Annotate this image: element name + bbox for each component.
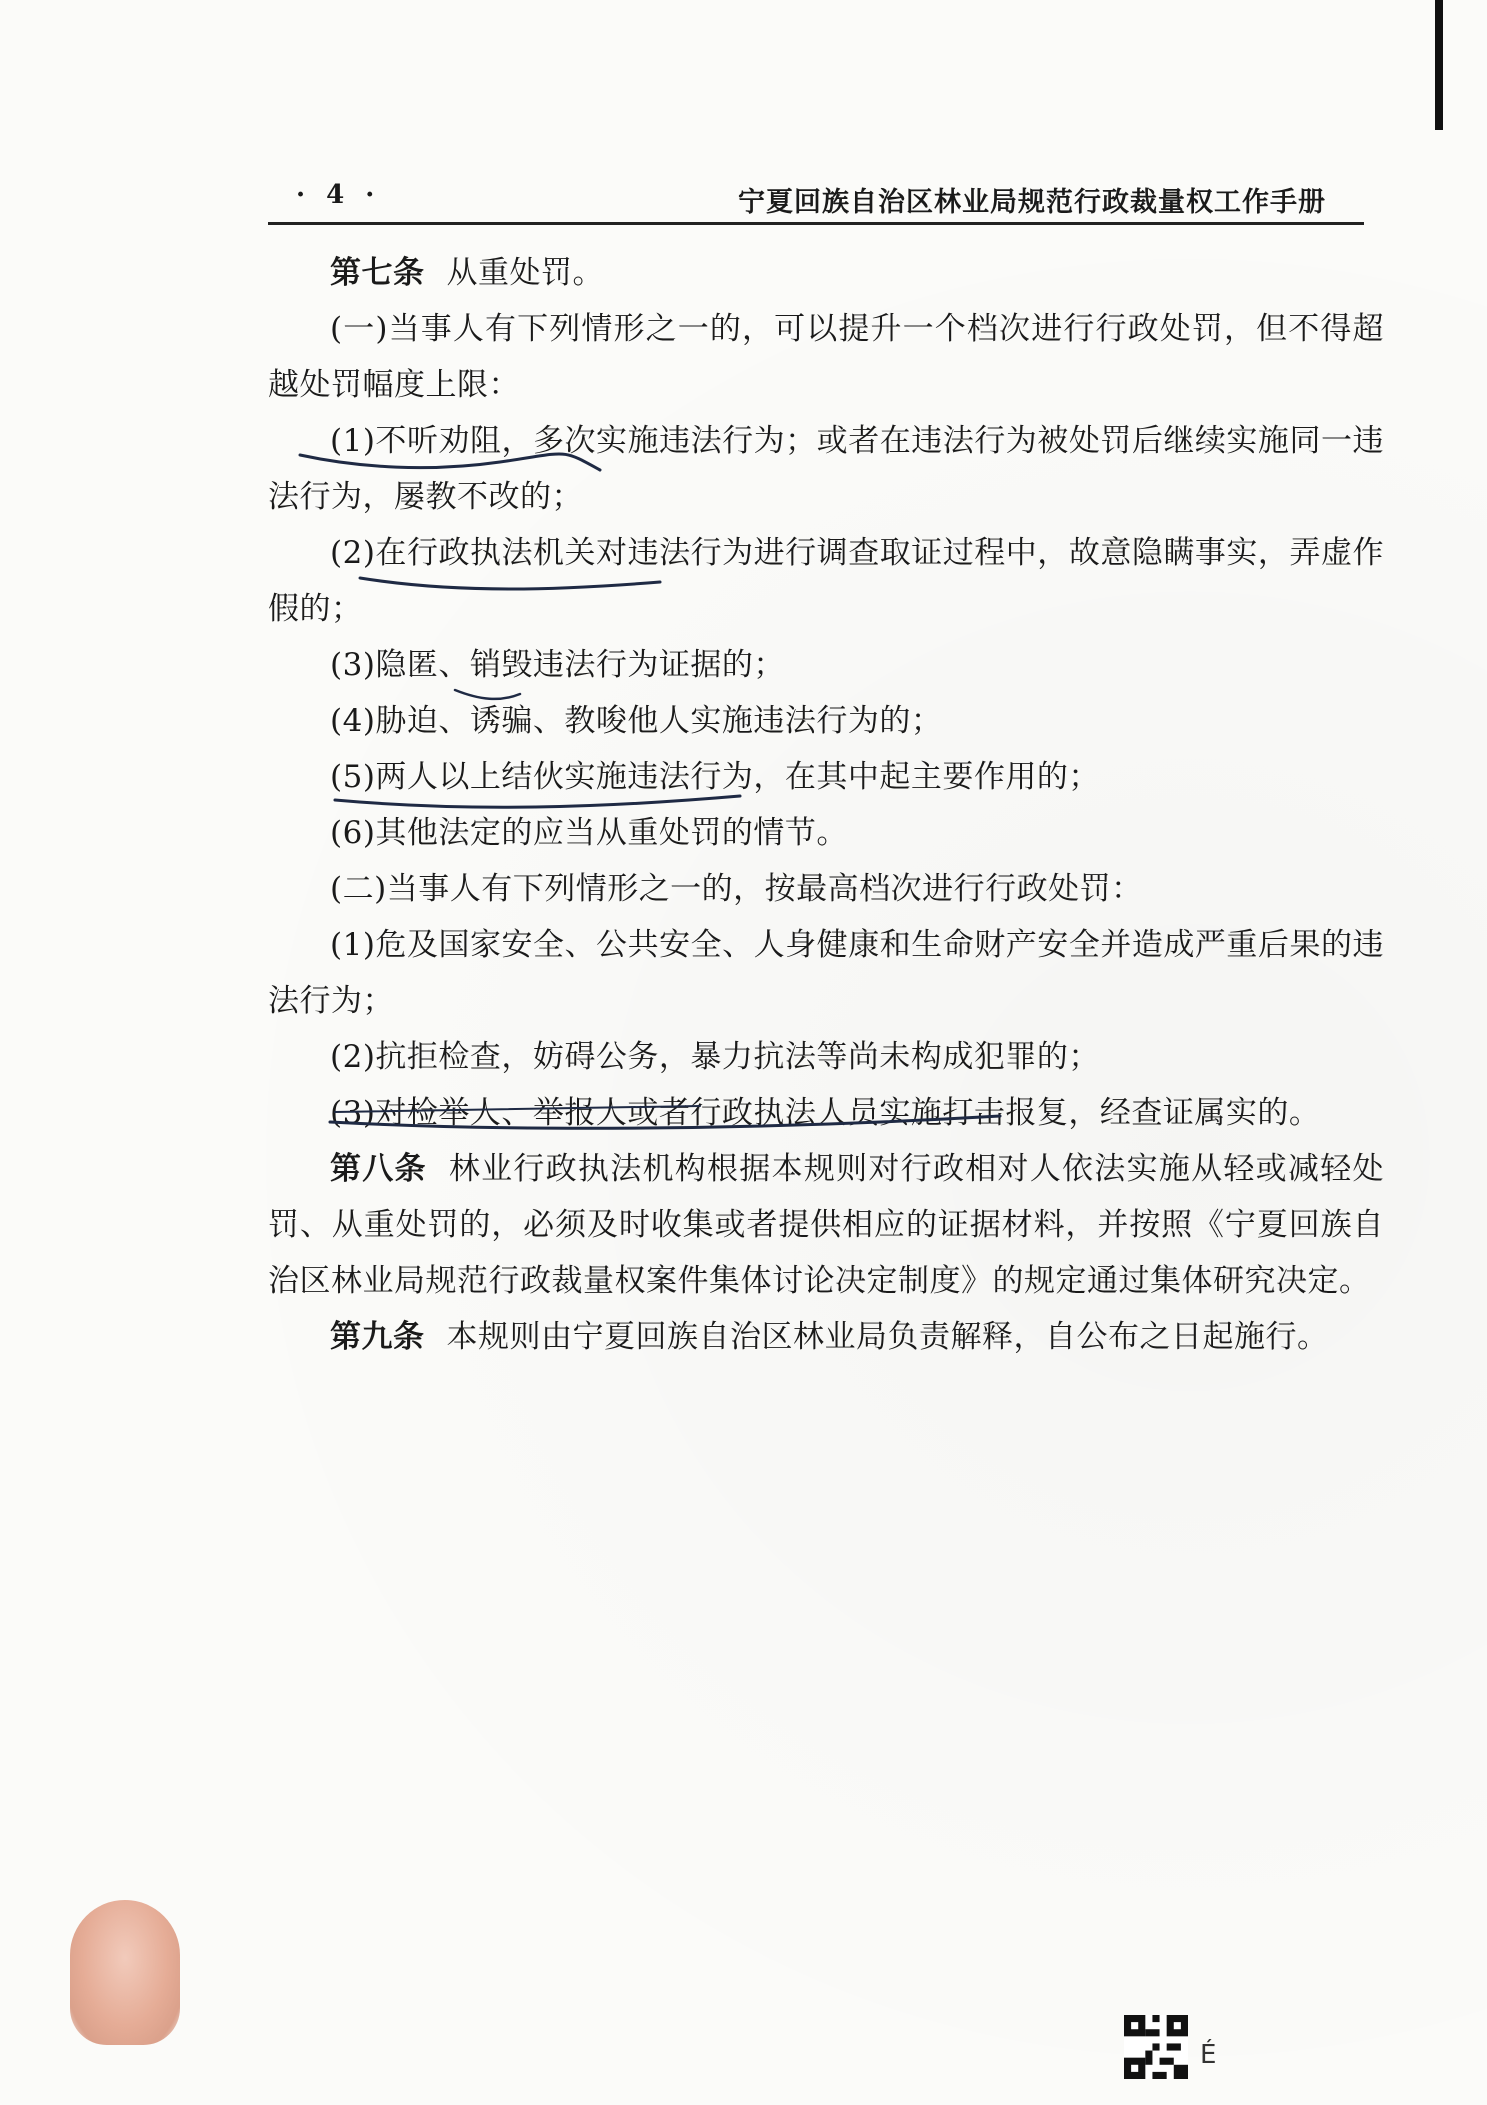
paragraph-text: (3)对检举人、举报人或者行政执法人员实施打击报复，经查证属实的。 xyxy=(330,1095,1321,1131)
clause-1-item-2 xyxy=(268,525,1384,637)
body-text xyxy=(268,245,1384,1365)
clause-1-item-6 xyxy=(268,805,1384,861)
article-9 xyxy=(268,1309,1384,1365)
clause-1-item-4 xyxy=(268,693,1384,749)
paragraph-text: (5)两人以上结伙实施违法行为，在其中起主要作用的； xyxy=(330,759,1100,795)
article-heading: 第八条 xyxy=(330,1151,427,1187)
clause-2-item-1 xyxy=(268,917,1384,1029)
paragraph-text: (一)当事人有下列情形之一的，可以提升一个档次进行行政处罚，但不得超越处罚幅度上限： xyxy=(268,311,1384,403)
paragraph-text: (4)胁迫、诱骗、教唆他人实施违法行为的； xyxy=(330,703,943,739)
thumb-in-frame xyxy=(70,1900,180,2045)
clause-2-item-3 xyxy=(268,1085,1384,1141)
clause-1-item-5 xyxy=(268,749,1384,805)
paragraph-text: (二)当事人有下列情形之一的，按最高档次进行行政处罚： xyxy=(330,871,1143,907)
qr-tag-text: É xyxy=(1200,2040,1217,2070)
paragraph-text: 从重处罚。 xyxy=(446,255,604,291)
paragraph-text: 林业行政执法机构根据本规则对行政相对人依法实施从轻或减轻处罚、从重处罚的，必须及时收集或者提供相应的证据材料，并按照《宁夏回族自治区林业局规范行政裁量权案件集体讨论决定制度》的规定通过集体研究决定。 xyxy=(268,1151,1385,1299)
article-heading: 第九条 xyxy=(330,1319,425,1355)
article-heading: 第七条 xyxy=(330,255,425,291)
page-edge-mark xyxy=(1435,0,1443,130)
clause-1-item-1 xyxy=(268,413,1384,525)
article-7-title xyxy=(268,245,1384,301)
paragraph-text: (2)抗拒检查，妨碍公务，暴力抗法等尚未构成犯罪的； xyxy=(330,1039,1100,1075)
page-number: · 4 · xyxy=(296,180,381,210)
paragraph-text: (1)危及国家安全、公共安全、人身健康和生命财产安全并造成严重后果的违法行为； xyxy=(268,927,1384,1019)
clause-2-item-2 xyxy=(268,1029,1384,1085)
running-title: 宁夏回族自治区林业局规范行政裁量权工作手册 xyxy=(738,187,1326,218)
article-8 xyxy=(268,1141,1384,1309)
paragraph-text: (2)在行政执法机关对违法行为进行调查取证过程中，故意隐瞒事实，弄虚作假的； xyxy=(268,535,1384,627)
paragraph-text: (3)隐匿、销毁违法行为证据的； xyxy=(330,647,785,683)
paragraph-text: (1)不听劝阻，多次实施违法行为；或者在违法行为被处罚后继续实施同一违法行为，屡教不改的； xyxy=(268,423,1384,515)
qr-code-icon xyxy=(1124,2015,1188,2079)
clause-1-intro xyxy=(268,301,1384,413)
paragraph-text: 本规则由宁夏回族自治区林业局负责解释，自公布之日起施行。 xyxy=(446,1319,1329,1355)
clause-1-item-3 xyxy=(268,637,1384,693)
page-header xyxy=(268,172,1364,225)
paragraph-text: (6)其他法定的应当从重处罚的情节。 xyxy=(330,815,848,851)
clause-2-intro xyxy=(268,861,1384,917)
